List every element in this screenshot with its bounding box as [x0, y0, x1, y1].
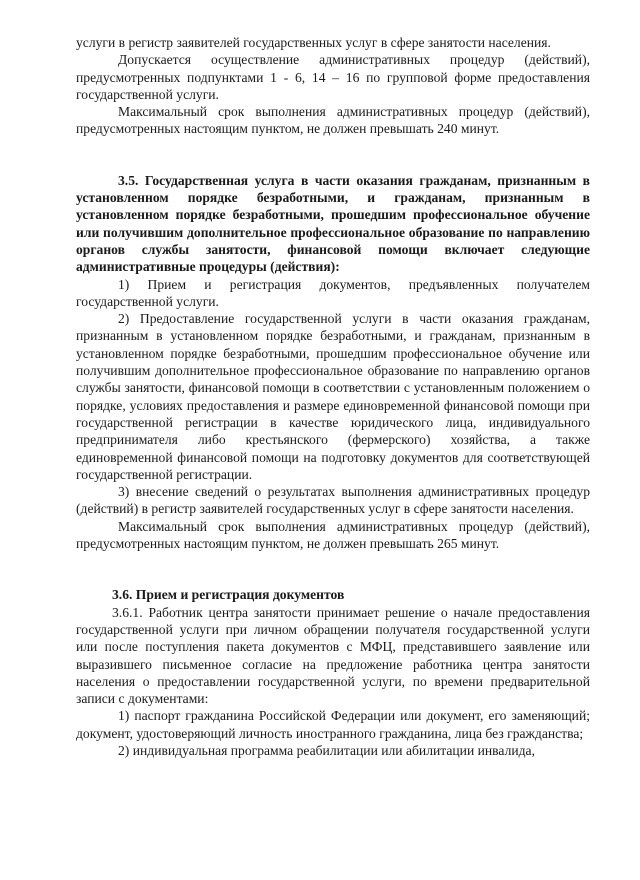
paragraph-group-form: Допускается осуществление административных процедур (действий), предусмотренных подпунктами 1 - 6, 14 – 16 по групповой форме предоставления государственной услуги.: [76, 52, 590, 102]
section-heading-3-6: 3.6. Прием и регистрация документов: [112, 587, 345, 603]
document-list-item-2: 2) индивидуальная программа реабилитации или абилитации инвалида,: [118, 742, 535, 758]
list-item-1: 1) Прием и регистрация документов, предъявленных получателем государственной услуги.: [76, 276, 590, 309]
section-heading-3-5: 3.5. Государственная услуга в части оказания гражданам, признанным в установленном порядке безработными, и гражданам, признанным в установленном порядке безработными, прошедшим профессиональное обучение или получившим дополнительное профессиональное образование по направлению органов службы занятости, финансовой помощи включает следующие административные процедуры (действия):: [76, 172, 590, 275]
paragraph-max-time-265: Максимальный срок выполнения административных процедур (действий), предусмотренных настоящим пунктом, не должен превышать 265 минут.: [76, 518, 590, 552]
list-item-2: 2) Предоставление государственной услуги в части оказания гражданам, признанным в установленном порядке безработными, и гражданам, признанным в установленном порядке безработными, прошедшим профессиональное обучение или получившим дополнительное профессиональное образование по направлению органов службы занятости, финансовой помощи в соответствии с установленным положением о порядке, условиях предоставления и размере единовременной финансовой помощи при государственной регистрации в качестве юридического лица, индивидуального предпринимателя либо крестьянского (фермерского) хозяйства, а также единовременной финансовой помощи на подготовку документов для соответствующей государственной регистрации.: [76, 311, 590, 482]
paragraph-3-6-1: 3.6.1. Работник центра занятости принимает решение о начале предоставления государственной услуги при личном обращении получателя государственной услуги или после поступления пакета документов с МФЦ, представившего заявление или выразившего письменное согласие на предложение работника центра занятости населения о предоставлении государственной услуги, по времени предварительной записи с документами:: [76, 604, 590, 707]
paragraph-continuation: услуги в регистр заявителей государственных услуг в сфере занятости населения.: [76, 35, 551, 50]
list-item-3: 3) внесение сведений о результатах выполнения административных процедур (действий) в регистр заявителей государственных услуг в сфере занятости населения.: [76, 484, 590, 517]
paragraph-max-time-240: Максимальный срок выполнения административных процедур (действий), предусмотренных настоящим пунктом, не должен превышать 240 минут.: [76, 104, 590, 137]
document-list-item-1: 1) паспорт гражданина Российской Федерации или документ, его заменяющий; документ, удостоверяющий личность иностранного гражданина, лица без гражданства;: [76, 708, 590, 741]
